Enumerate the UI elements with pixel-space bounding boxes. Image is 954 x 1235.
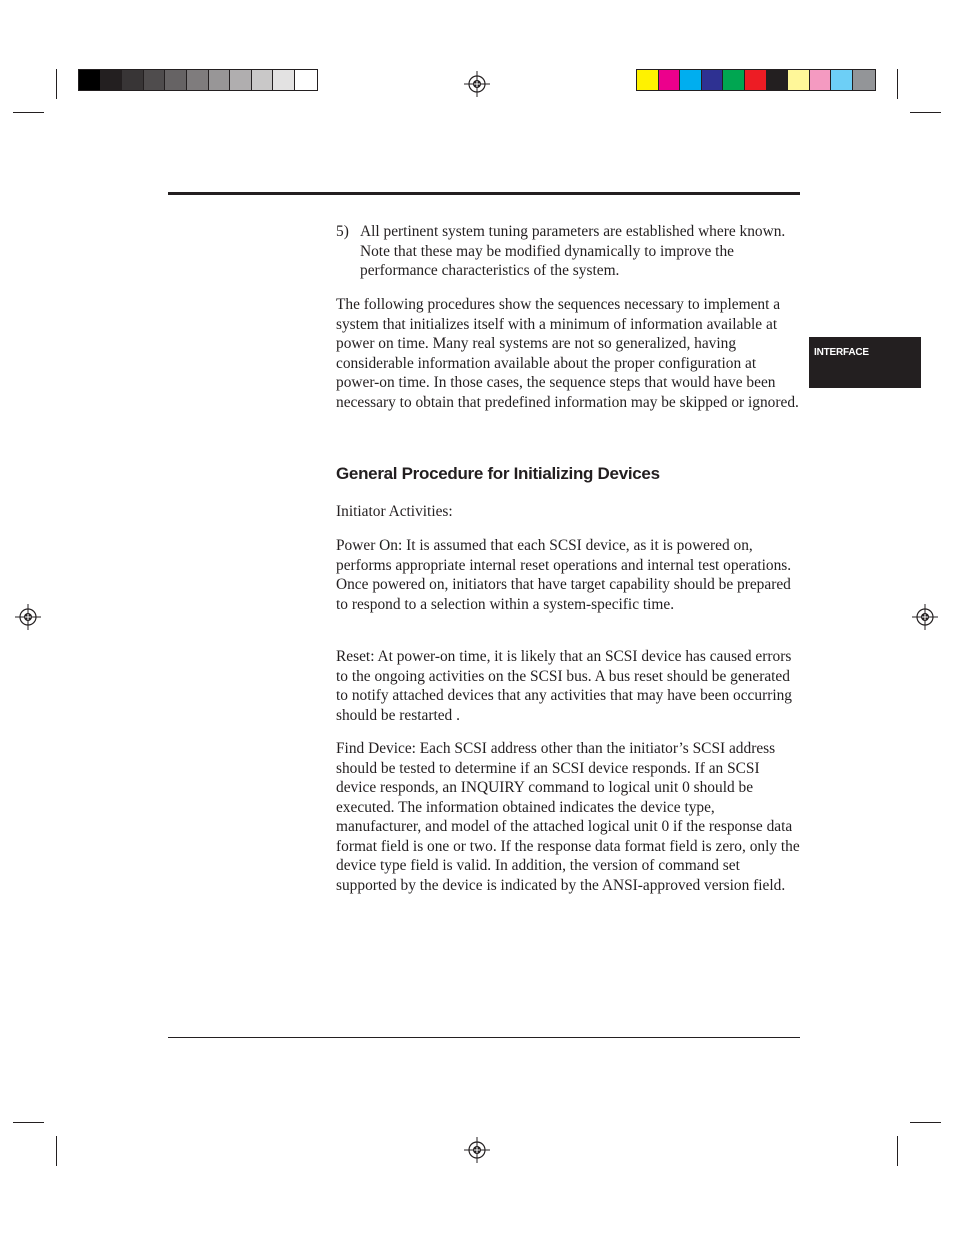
gray-swatch bbox=[79, 70, 101, 90]
gray-swatch bbox=[209, 70, 231, 90]
power-on-paragraph: Power On: It is assumed that each SCSI device, as it is powered on, performs appropriate internal reset operations and internal test operations. Once powered on, initiators that have target capability should be prepared to respond to a selection within a system-specific time. bbox=[336, 537, 792, 613]
crop-mark bbox=[910, 112, 941, 113]
color-calibration-bar bbox=[636, 69, 876, 91]
color-swatch bbox=[723, 70, 745, 90]
registration-target-icon bbox=[912, 604, 938, 630]
crop-mark bbox=[56, 1136, 57, 1166]
color-swatch bbox=[702, 70, 724, 90]
crop-mark bbox=[897, 1136, 898, 1166]
color-swatch bbox=[637, 70, 659, 90]
list-item-5 bbox=[336, 222, 800, 281]
gray-swatch bbox=[295, 70, 317, 90]
section-thumb-tab-label: INTERFACE bbox=[814, 347, 869, 358]
gray-swatch bbox=[230, 70, 252, 90]
color-swatch bbox=[853, 70, 875, 90]
footer-rule bbox=[168, 1037, 800, 1038]
color-swatch bbox=[810, 70, 832, 90]
reset-paragraph: Reset: At power-on time, it is likely that an SCSI device has caused errors to the ongoing activities on the SCSI bus. A bus reset should be generated to notify attached devices that any activities that may have been occurring should be restarted . bbox=[336, 648, 792, 724]
registration-target-icon bbox=[464, 71, 490, 97]
crop-mark bbox=[56, 69, 57, 99]
gray-calibration-bar bbox=[78, 69, 318, 91]
gray-swatch bbox=[252, 70, 274, 90]
color-swatch bbox=[745, 70, 767, 90]
header-rule bbox=[168, 192, 800, 195]
color-swatch bbox=[788, 70, 810, 90]
crop-mark bbox=[897, 69, 898, 99]
gray-swatch bbox=[101, 70, 123, 90]
section-thumb-tab bbox=[809, 337, 921, 388]
find-device-paragraph: Find Device: Each SCSI address other than the initiator’s SCSI address should be tested to determine if an SCSI device responds. If an SCSI device responds, an INQUIRY command to logical unit 0 should be executed. The information obtained indicates the device type, manufacturer, and model of the attached logical unit 0 if the response data format field is one or two. If the response data format field is zero, only the device type field is valid. In addition, the version of command set supported by the device is indicated by the ANSI-approved version field. bbox=[336, 740, 800, 894]
gray-swatch bbox=[144, 70, 166, 90]
section-heading: General Procedure for Initializing Devices bbox=[336, 464, 660, 483]
registration-target-icon bbox=[15, 604, 41, 630]
crop-mark bbox=[13, 1122, 44, 1123]
color-swatch bbox=[767, 70, 789, 90]
registration-target-icon bbox=[464, 1137, 490, 1163]
list-item bbox=[336, 222, 800, 281]
gray-swatch bbox=[165, 70, 187, 90]
initiator-activities-label: Initiator Activities: bbox=[336, 503, 453, 520]
intro-paragraph: The following procedures show the sequences necessary to implement a system that initializes itself with a minimum of information available at power on time. Many real systems are not so generalized, having considerable information available about the proper configuration at power-on time. In those cases, the sequence steps that would have been necessary to obtain that predefined information may be skipped or ignored. bbox=[336, 296, 799, 411]
gray-swatch bbox=[122, 70, 144, 90]
color-swatch bbox=[680, 70, 702, 90]
gray-swatch bbox=[187, 70, 209, 90]
crop-mark bbox=[910, 1122, 941, 1123]
color-swatch bbox=[831, 70, 853, 90]
gray-swatch bbox=[273, 70, 295, 90]
list-item-number: 5) bbox=[336, 223, 349, 240]
color-swatch bbox=[659, 70, 681, 90]
list-item-text: All pertinent system tuning parameters are established where known. Note that these may be modified dynamically to improve the performance characteristics of the system. bbox=[360, 223, 786, 279]
crop-mark bbox=[13, 112, 44, 113]
